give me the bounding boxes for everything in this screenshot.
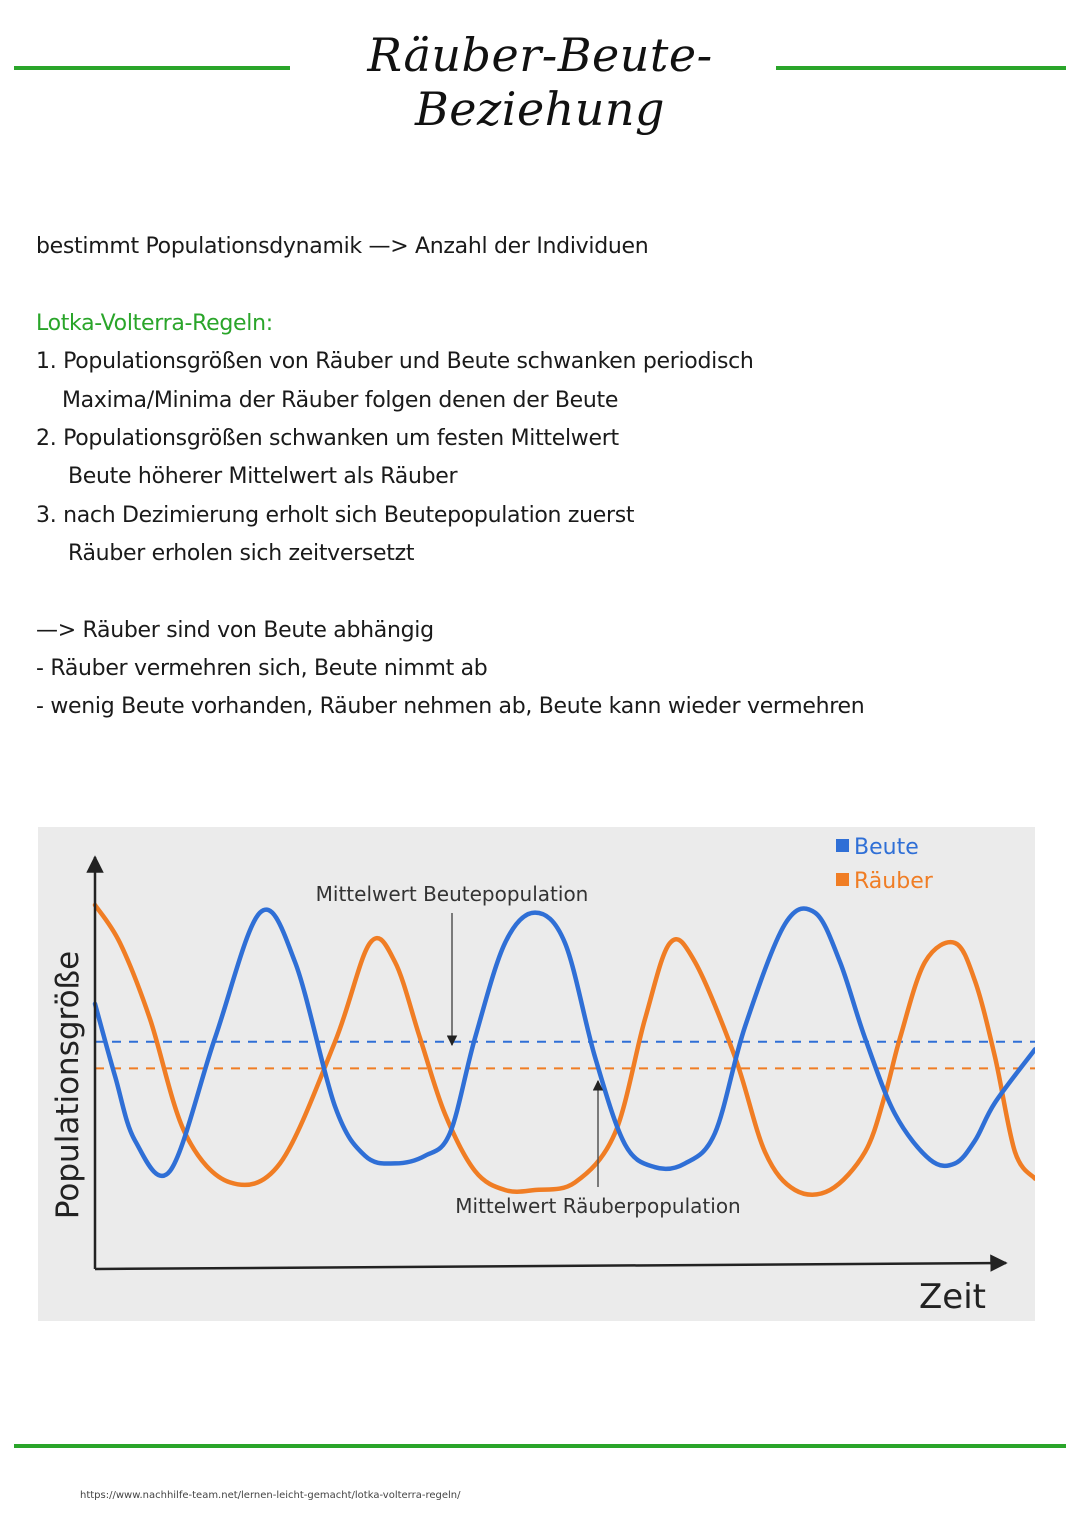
annotation-beute-mean-label: Mittelwert Beutepopulation — [315, 882, 589, 906]
legend-label-raeuber: Räuber — [854, 869, 933, 894]
legend-swatch-beute — [836, 839, 849, 852]
source-url: https://www.nachhilfe-team.net/lernen-leicht-gemacht/lotka-volterra-regeln/ — [80, 1490, 461, 1501]
y-axis-label: Populationsgröße — [50, 950, 86, 1220]
rule-3-main: 3. nach Dezimierung erholt sich Beutepopulation zuerst — [36, 503, 635, 528]
conclusion-line-1: —> Räuber sind von Beute abhängig — [36, 618, 434, 643]
rule-1-sub: Maxima/Minima der Räuber folgen denen der Beute — [62, 388, 619, 413]
legend-label-beute: Beute — [854, 835, 919, 860]
intro-text: bestimmt Populationsdynamik —> Anzahl der Individuen — [36, 234, 649, 259]
predator-prey-chart — [38, 827, 1035, 1321]
annotation-raeuber-mean — [455, 1081, 740, 1218]
x-axis — [95, 1263, 1006, 1269]
chart-canvas — [38, 827, 1035, 1321]
rule-2-main: 2. Populationsgrößen schwanken um festen Mittelwert — [36, 426, 619, 451]
rule-3-sub: Räuber erholen sich zeitversetzt — [68, 541, 415, 566]
header-rule-right — [776, 66, 1066, 70]
annotation-raeuber-mean-label: Mittelwert Räuberpopulation — [455, 1194, 741, 1218]
rule-1-main: 1. Populationsgrößen von Räuber und Beute schwanken periodisch — [36, 349, 754, 374]
page-title: Räuber-Beute-Beziehung — [367, 28, 713, 136]
footer-rule — [14, 1444, 1066, 1448]
rule-2-sub: Beute höherer Mittelwert als Räuber — [68, 464, 458, 489]
conclusion-line-2: - Räuber vermehren sich, Beute nimmt ab — [36, 656, 488, 681]
annotation-beute-mean — [316, 882, 589, 1045]
x-axis-label: Zeit — [919, 1277, 986, 1317]
conclusion-line-3: - wenig Beute vorhanden, Räuber nehmen ab, Beute kann wieder vermehren — [36, 694, 865, 719]
legend-swatch-raeuber — [836, 873, 849, 886]
rules-heading: Lotka-Volterra-Regeln: — [36, 311, 273, 336]
header-rule-left — [14, 66, 290, 70]
legend — [836, 835, 934, 894]
